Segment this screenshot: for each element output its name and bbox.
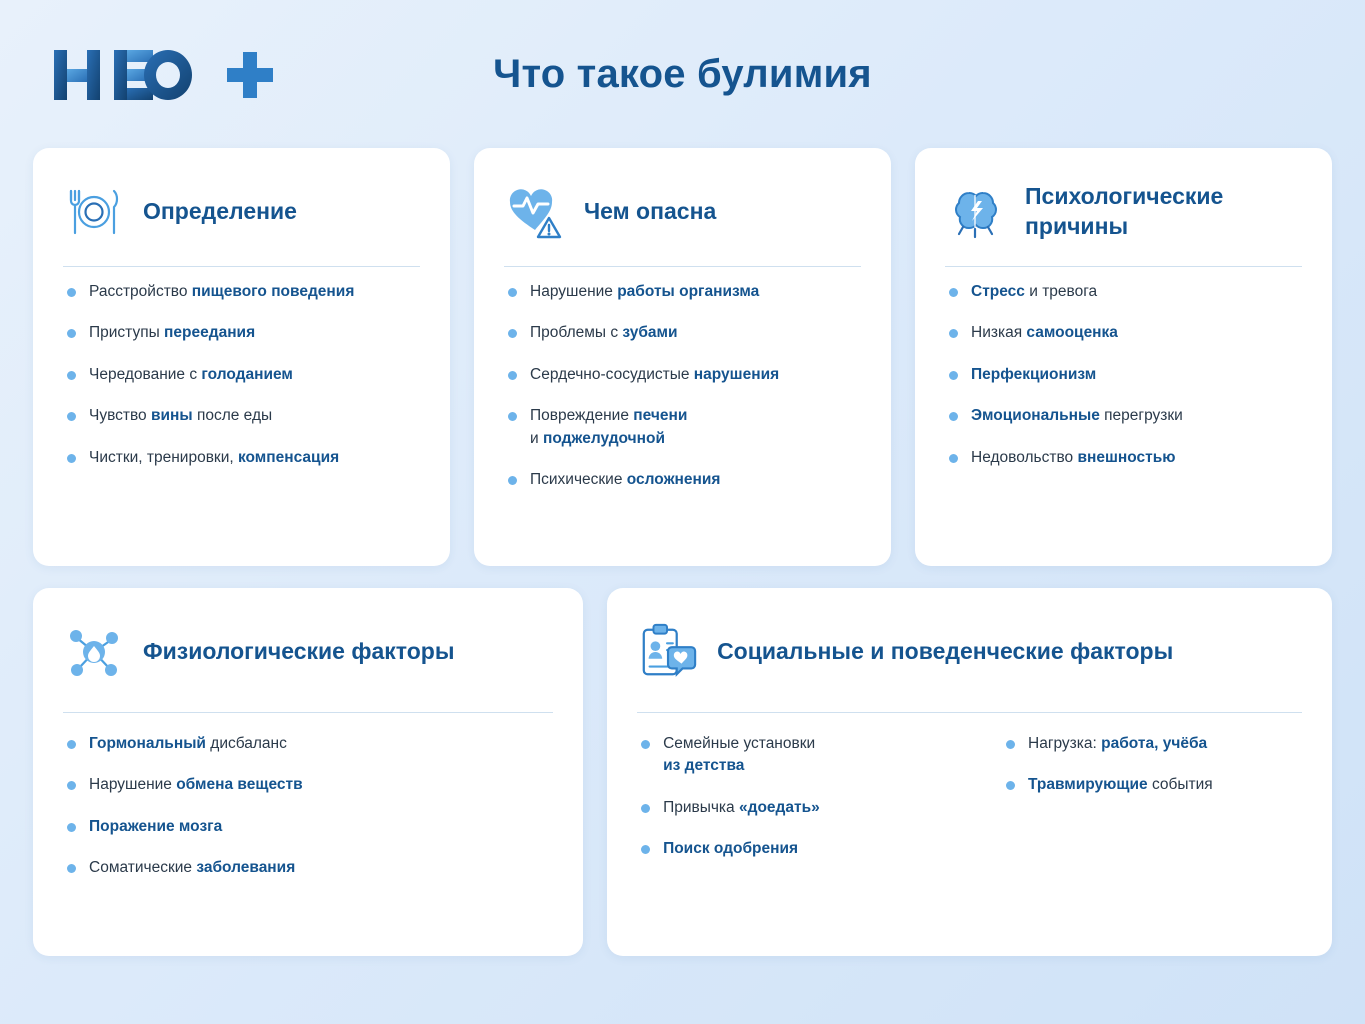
list-item: Нарушение обмена веществ	[63, 774, 553, 796]
cards-row-top	[0, 148, 1365, 566]
items-columns	[637, 733, 1302, 861]
card-title: Определение	[143, 198, 297, 225]
items-list	[1002, 733, 1302, 797]
list-item: Семейные установки из детства	[637, 733, 962, 778]
list-item: Поиск одобрения	[637, 838, 962, 860]
list-item: Расстройство пищевого поведения	[63, 281, 420, 303]
items-list	[63, 733, 553, 880]
divider	[63, 712, 553, 713]
heart-pulse-warning-icon	[504, 181, 566, 243]
items-list	[504, 281, 861, 492]
page-title: Что такое булимия	[493, 52, 872, 96]
list-item: Чувство вины после еды	[63, 405, 420, 427]
list-item: Гормональный дисбаланс	[63, 733, 553, 755]
cards-row-bottom	[0, 588, 1365, 956]
list-item: Чистки, тренировки, компенсация	[63, 447, 420, 469]
list-item: Недовольство внешностью	[945, 447, 1302, 469]
card-header	[504, 174, 861, 250]
card-header	[63, 174, 420, 250]
list-item: Нарушение работы организма	[504, 281, 861, 303]
card-header	[945, 174, 1302, 250]
items-column-left	[637, 733, 962, 861]
list-item: Стресс и тревога	[945, 281, 1302, 303]
clipboard-person-heart-icon	[637, 621, 699, 683]
card-title: Психологические причины	[1025, 183, 1224, 239]
card-title: Социальные и поведенческие факторы	[717, 638, 1174, 665]
list-item: Низкая самооценка	[945, 322, 1302, 344]
list-item: Нагрузка: работа, учёба	[1002, 733, 1302, 755]
items-list	[637, 733, 962, 861]
card-psychological-causes	[915, 148, 1332, 566]
list-item: Приступы переедания	[63, 322, 420, 344]
card-danger	[474, 148, 891, 566]
card-header	[637, 614, 1302, 690]
header	[0, 0, 1365, 148]
card-definition	[33, 148, 450, 566]
divider	[945, 266, 1302, 267]
items-list	[63, 281, 420, 469]
items-column-right	[1002, 733, 1302, 861]
divider	[63, 266, 420, 267]
list-item: Привычка «доедать»	[637, 797, 962, 819]
list-item: Поражение мозга	[63, 816, 553, 838]
list-item: Соматические заболевания	[63, 857, 553, 879]
list-item: Проблемы с зубами	[504, 322, 861, 344]
divider	[504, 266, 861, 267]
items-list	[945, 281, 1302, 469]
card-title: Чем опасна	[584, 198, 717, 225]
list-item: Травмирующие события	[1002, 774, 1302, 796]
list-item: Сердечно-сосудистые нарушения	[504, 364, 861, 386]
divider	[637, 712, 1302, 713]
molecule-icon	[63, 621, 125, 683]
card-header	[63, 614, 553, 690]
list-item: Перфекционизм	[945, 364, 1302, 386]
list-item: Психические осложнения	[504, 469, 861, 491]
card-title: Физиологические факторы	[143, 638, 455, 665]
card-physiological-factors	[33, 588, 583, 956]
plate-cutlery-icon	[63, 181, 125, 243]
list-item: Повреждение печени и поджелудочной	[504, 405, 861, 450]
list-item: Чередование с голоданием	[63, 364, 420, 386]
card-social-behavioral-factors	[607, 588, 1332, 956]
list-item: Эмоциональные перегрузки	[945, 405, 1302, 427]
brain-lightning-icon	[945, 181, 1007, 243]
